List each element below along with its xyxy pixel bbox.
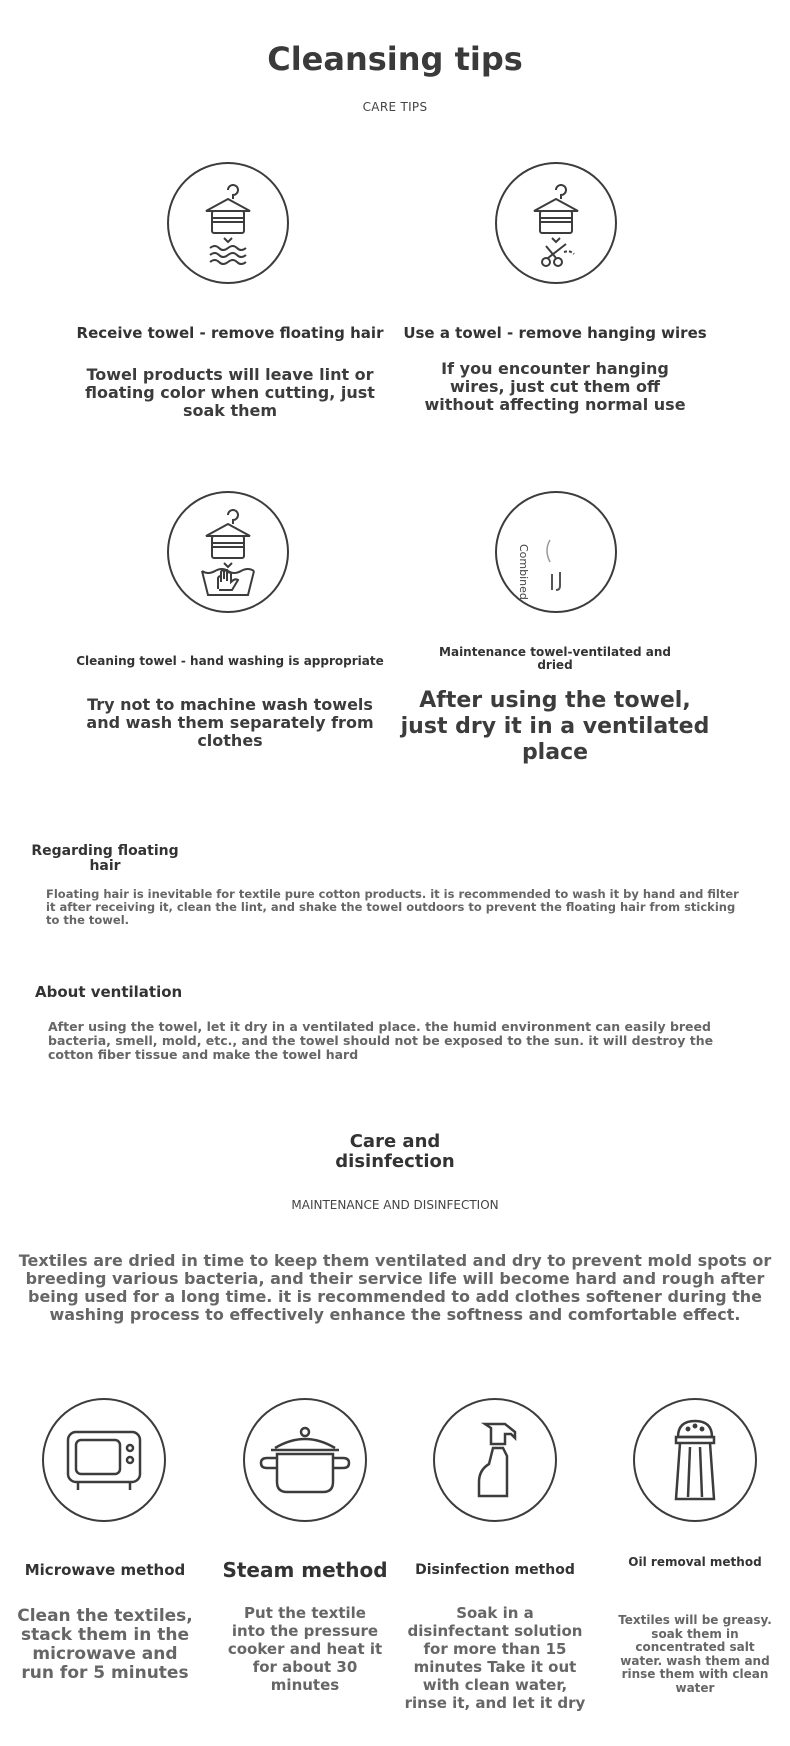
tip-1-circle bbox=[167, 162, 289, 284]
ventilation-body: After using the towel, let it dry in a ventilated place. the humid environment can easily breed bacteria, smell, mold, etc., and the towel should not be exposed to the sun. it will destroy the cotton fiber tissue and make the towel hard bbox=[48, 1019, 714, 1062]
method-2-desc: Put the textile into the pressure cooker and heat it for about 30 minutes bbox=[227, 1604, 383, 1694]
method-4-circle bbox=[633, 1398, 757, 1522]
method-1-circle bbox=[42, 1398, 166, 1522]
tip-4-desc: After using the towel, just dry it in a ventilated place bbox=[400, 688, 710, 765]
floating-hair-heading: Regarding floating hair bbox=[31, 843, 179, 874]
tip-2-heading: Use a towel - remove hanging wires bbox=[403, 324, 707, 342]
care-title: Care and disinfection bbox=[335, 1131, 455, 1172]
floating-hair-body: Floating hair is inevitable for textile pure cotton products. it is recommended to wash it by hand and filter it after receiving it, clean the lint, and shake the towel outdoors to prevent the floating hair from sticking to the towel. bbox=[46, 887, 739, 927]
page-subtitle: CARE TIPS bbox=[362, 100, 428, 114]
tip-3-desc: Try not to machine wash towels and wash them separately from clothes bbox=[86, 695, 374, 750]
microwave-icon bbox=[64, 1428, 144, 1492]
tip-1-desc: Towel products will leave lint or floating color when cutting, just soak them bbox=[85, 365, 375, 420]
hanger-water-icon bbox=[188, 178, 268, 268]
spray-bottle-icon bbox=[465, 1420, 525, 1500]
tip-4-heading: Maintenance towel-ventilated and dried bbox=[439, 645, 671, 672]
tip-1-heading: Receive towel - remove floating hair bbox=[76, 324, 384, 342]
method-3-heading: Disinfection method bbox=[415, 1562, 575, 1578]
tip-2-desc: If you encounter hanging wires, just cut them off without affecting normal use bbox=[424, 359, 686, 414]
method-4-desc: Textiles will be greasy. soak them in concentrated salt water. wash them and rinse them with clean water bbox=[618, 1613, 772, 1695]
method-2-heading: Steam method bbox=[222, 1558, 388, 1582]
pressure-cooker-icon bbox=[257, 1424, 353, 1496]
combined-icon bbox=[517, 502, 586, 602]
method-4-heading: Oil removal method bbox=[628, 1555, 762, 1569]
method-3-circle bbox=[433, 1398, 557, 1522]
method-2-circle bbox=[243, 1398, 367, 1522]
care-subtitle: MAINTENANCE AND DISINFECTION bbox=[291, 1198, 499, 1212]
hanger-hand-wash-icon bbox=[188, 505, 268, 599]
hanger-scissors-icon bbox=[516, 178, 596, 268]
tip-3-heading: Cleaning towel - hand washing is appropriate bbox=[76, 654, 384, 668]
combined-icon-mark bbox=[526, 502, 586, 602]
salt-shaker-icon bbox=[670, 1417, 720, 1503]
care-body: Textiles are dried in time to keep them ventilated and dry to prevent mold spots or breeding various bacteria, and their service life will become hard and rough after being used for a long time. it is recommended to add clothes softener during the washing process to effectively enhance the softness and comfortable effect. bbox=[18, 1251, 772, 1324]
method-1-desc: Clean the textiles, stack them in the microwave and run for 5 minutes bbox=[17, 1606, 193, 1683]
tip-2-circle bbox=[495, 162, 617, 284]
tip-4-circle bbox=[495, 491, 617, 613]
page-title: Cleansing tips bbox=[267, 40, 523, 78]
method-1-heading: Microwave method bbox=[24, 1561, 186, 1579]
ventilation-heading: About ventilation bbox=[35, 983, 183, 1001]
tip-3-circle bbox=[167, 491, 289, 613]
method-3-desc: Soak in a disinfectant solution for more than 15 minutes Take it out with clean water, rinse it, and let it dry bbox=[404, 1604, 586, 1712]
combined-icon-label: Combined bbox=[517, 544, 530, 600]
